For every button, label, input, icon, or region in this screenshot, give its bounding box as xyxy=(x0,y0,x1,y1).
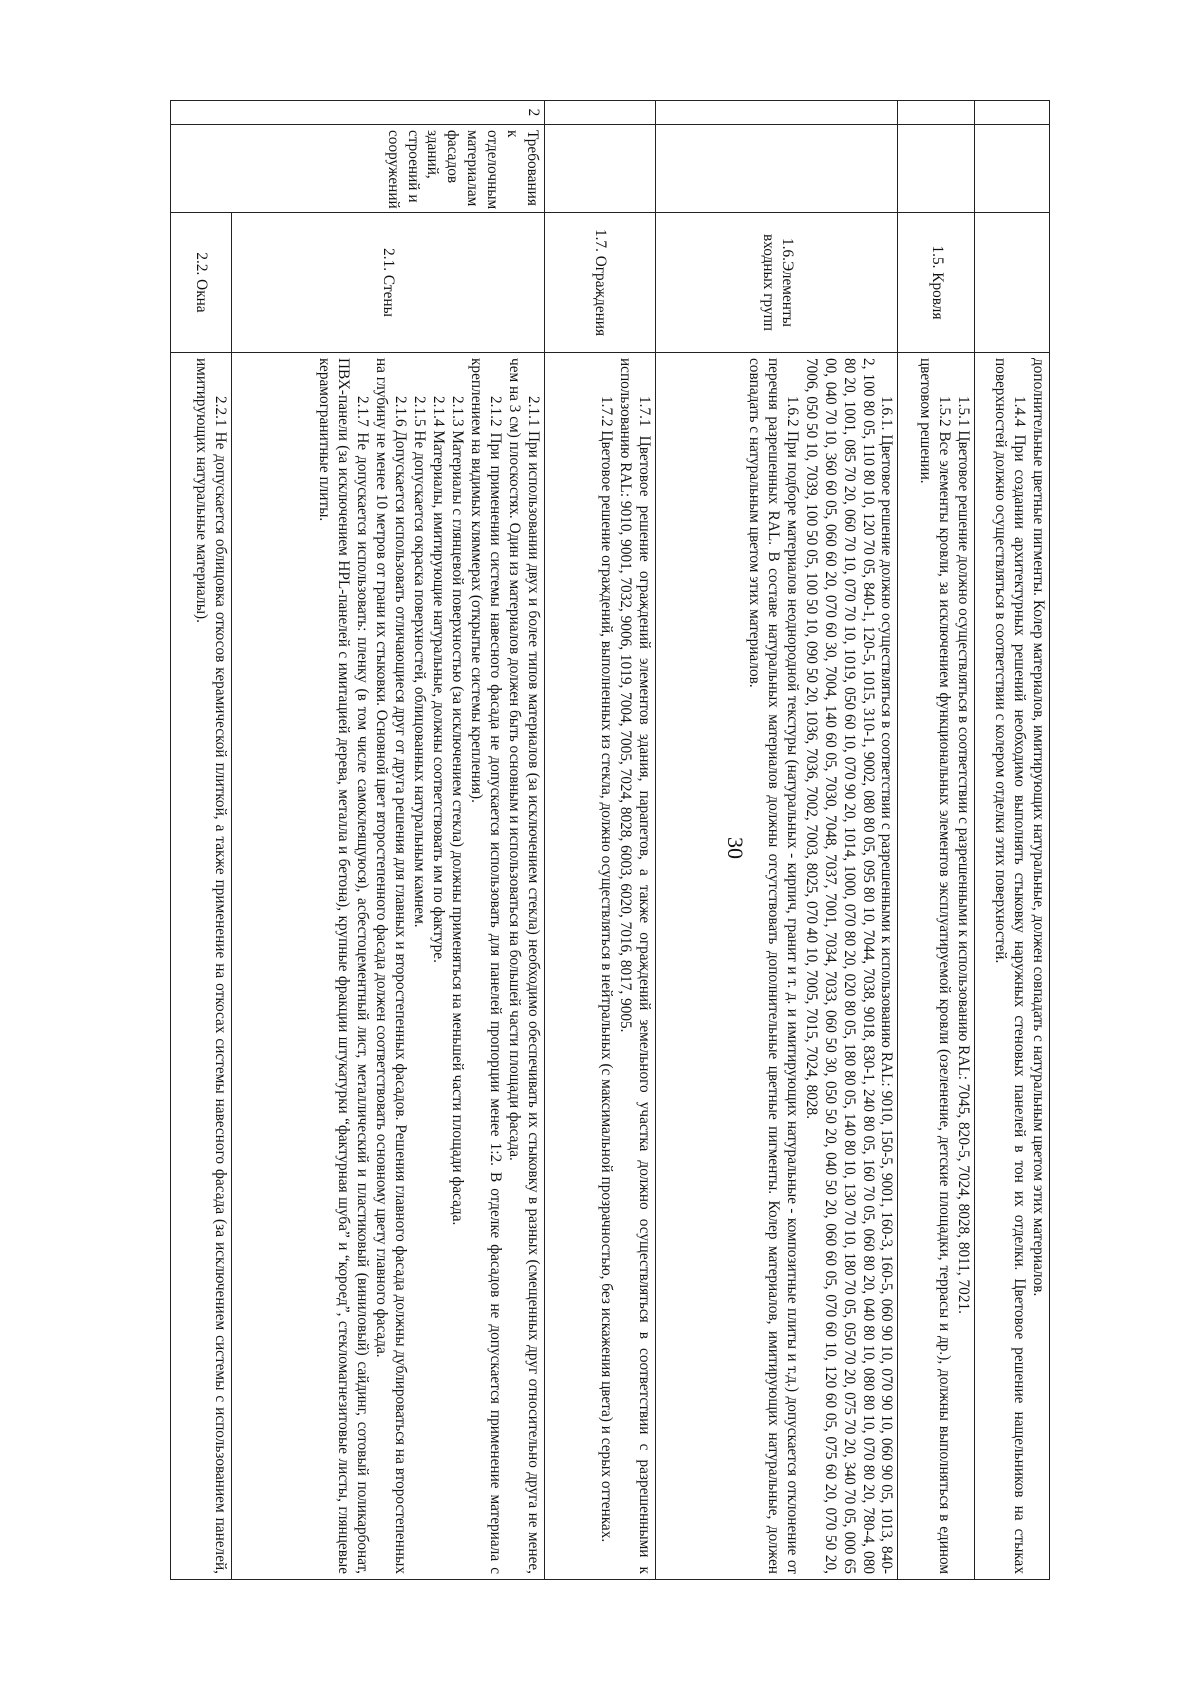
paragraph: 2.1.5 Не допускается окраска поверхностей, облицованных натуральным камнем. xyxy=(411,396,429,928)
table-row xyxy=(975,101,1050,1580)
content-cell xyxy=(975,353,1050,1580)
table-row xyxy=(171,101,232,1580)
section-cell xyxy=(975,125,1050,213)
row-number-cell xyxy=(975,101,1050,125)
table-row xyxy=(898,101,975,1580)
paragraph: 2.1.7 Не допускается использовать: пленку (в том числе самоклеящуюся), асбестоцементный лист, металлический и пластиковый (виниловый) сайдинг, сотовый поликарбонат, ПВХ-панели (за исключением HPL-панелей с имитацией дерева, металла и бетона), крупные фракции штукатурки “фактурная шуба” и “короед”, стекломагнезитовые листы, глянцевые керамогранитные плиты. xyxy=(316,358,372,1574)
table-row xyxy=(231,101,544,1580)
table-row xyxy=(656,101,898,1580)
row-number-cell xyxy=(898,101,975,125)
paragraph: 1.6.2 При подборе материалов неоднородной текстуры (натуральных - кирпич, гранит и т. д. и имитирующих натуральные - композитные плиты и т.д.) допускается отклонение от перечня разрешенных RAL. В составе натуральных материалов должны отсутствовать дополнительные цветные пигменты. Колер материалов, имитирующих натуральные, должен совпадать с натуральным цветом этих материалов. xyxy=(745,358,801,1574)
page-number: 30 xyxy=(723,837,748,859)
section-cell xyxy=(656,125,898,213)
paragraph: 1.5.1 Цветовое решение должно осуществляться в соответствии с разрешенными к использованию RAL: 7045, 820-5, 7024, 8028, 8011, 7021. xyxy=(955,396,973,1314)
paragraph: 1.7.2 Цветовое решение ограждений, выполненных из стекла, должно осуществляться в нейтральных (с максимальной прозрачностью, без искажения цвета) и серых оттенках. xyxy=(598,396,616,1543)
paragraph: 2.1.1 При использовании двух и более типов материалов (за исключением стекла) необходимо обеспечивать их стыковку в разных (смещенных друг относительно друга не менее, чем на 3 см) плоскостях. Один из материалов должен быть основным и использоваться на большей части площади фасада. xyxy=(505,358,542,1574)
paragraph: 2.1.6 Допускается использовать отличающиеся друг от друга решения для главных и второстепенных фасадов. Решения главного фасада должны дублироваться на второстепенных на глубину не менее 10 метров от грани их стыковки. Основной цвет второстепенного фасада должен соответствовать основному цвету главного фасада. xyxy=(373,358,410,1574)
content-cell xyxy=(544,353,655,1580)
section-cell xyxy=(898,125,975,213)
section-cell xyxy=(544,125,655,213)
row-number-cell xyxy=(544,101,655,125)
table-row xyxy=(544,101,655,1580)
requirements-table xyxy=(170,100,1050,1580)
paragraph: 1.7.1 Цветовое решение ограждений элементов здания, парапетов, а также ограждений земельного участка должно осуществляться в соответствии с разрешенными к использованию RAL: 9010, 9001, 7032, 9006, 1019, 7004, 7005, 7024, 8028, 6003, 6020, 7016, 8017, 9005. xyxy=(617,358,653,1574)
paragraph: дополнительные цветные пигменты. Колер материалов, имитирующих натуральные, должен совпадать с натуральным цветом этих материалов. xyxy=(1030,358,1047,1297)
group-cell xyxy=(975,213,1050,353)
group-cell-walls: 2.1. Стены xyxy=(231,213,544,353)
paragraph: 2.1.4 Материалы, имитирующие натуральные, должны соответствовать им по фактуре. xyxy=(430,396,448,963)
content-cell xyxy=(656,353,898,1580)
content-cell xyxy=(231,353,544,1580)
row-number-cell xyxy=(656,101,898,125)
paragraph: 2.1.2 При применении системы навесного фасада не допускается использовать для панелей пропорции менее 1:2. В отделке фасадов не допускается применение материала с креплением на видимых кляммерах (открытые системы крепления). xyxy=(468,358,504,1574)
row-number-cell: 2 xyxy=(171,101,545,125)
group-cell-entrance: 1.6.Элементы входных групп xyxy=(656,213,898,353)
rotated-table-container xyxy=(170,100,1050,1580)
paragraph: 2.2.1 Не допускается облицовка откосов керамической плиткой, а также применение на откосах системы навесного фасада (за исключением системы с использованием панелей, имитирующих натуральные материалы). xyxy=(192,358,229,1574)
paragraph: 1.6.1. Цветовое решение должно осуществляться в соответствии с разрешенными к использованию RAL: 9010, 150-5, 9001, 160-3, 160-5, 060 90 10, 070 90 10, 060 90 05, 1013, 840-2, 100 80 05, 110 80 10, 120 70 05, 840-1, 120-5, 1015, 310-1, 9002, 080 80 05, 095 80 10, 7044, 7038, 9018, 830-1, 240 80 05, 160 70 05, 060 80 20, 040 80 10, 080 80 10, 070 80 20, 780-4, 080 80 20, 1001, 085 70 20, 060 70 10, 070 70 10, 1019, 050 60 10, 070 90 20, 1014, 1000, 070 80 20, 020 80 05, 180 80 05, 140 80 10, 130 70 10, 180 70 05, 050 70 20, 075 70 20, 340 70 05, 000 65 00, 040 70 10, 360 60 05, 060 60 20, 070 60 30, 7004, 140 60 05, 7030, 7048, 7037, 7001, 7034, 7033, 060 50 30, 050 50 20, 040 50 20, 060 60 05, 070 60 10, 120 60 05, 075 60 20, 070 50 20, 7006, 050 50 10, 7039, 100 50 05, 100 50 10, 090 50 20, 1036, 7036, 7002, 7003, 8025, 070 40 10, 7005, 7015, 7024, 8028. xyxy=(802,358,896,1574)
paragraph: 2.1.3 Материалы с глянцевой поверхностью (за исключением стекла) должны применяться на меньшей части площади фасада. xyxy=(449,396,467,1226)
group-cell-fences: 1.7. Ограждения xyxy=(544,213,655,353)
paragraph: 1.5.2 Все элементы кровли, за исключением функциональных элементов эксплуатируемой кровли (озеленение, детские площадки, террасы и др.), должны выполняться в едином цветовом решении. xyxy=(917,358,954,1574)
paragraph: 1.4.4 При создании архитектурных решений необходимо выполнять стыковку наружных стеновых панелей в тон их отделки. Цветовое решение нащельников на стыках поверхностей должно осуществляться в соответствии с колером отделки этих поверхностей. xyxy=(992,358,1029,1574)
section-cell-finishing: Требования к отделочным материалам фасадов зданий, строений и сооружений xyxy=(171,125,545,213)
content-cell xyxy=(898,353,975,1580)
group-cell-windows: 2.2. Окна xyxy=(171,213,232,353)
content-cell xyxy=(171,353,232,1580)
group-cell-roof: 1.5. Кровля xyxy=(898,213,975,353)
